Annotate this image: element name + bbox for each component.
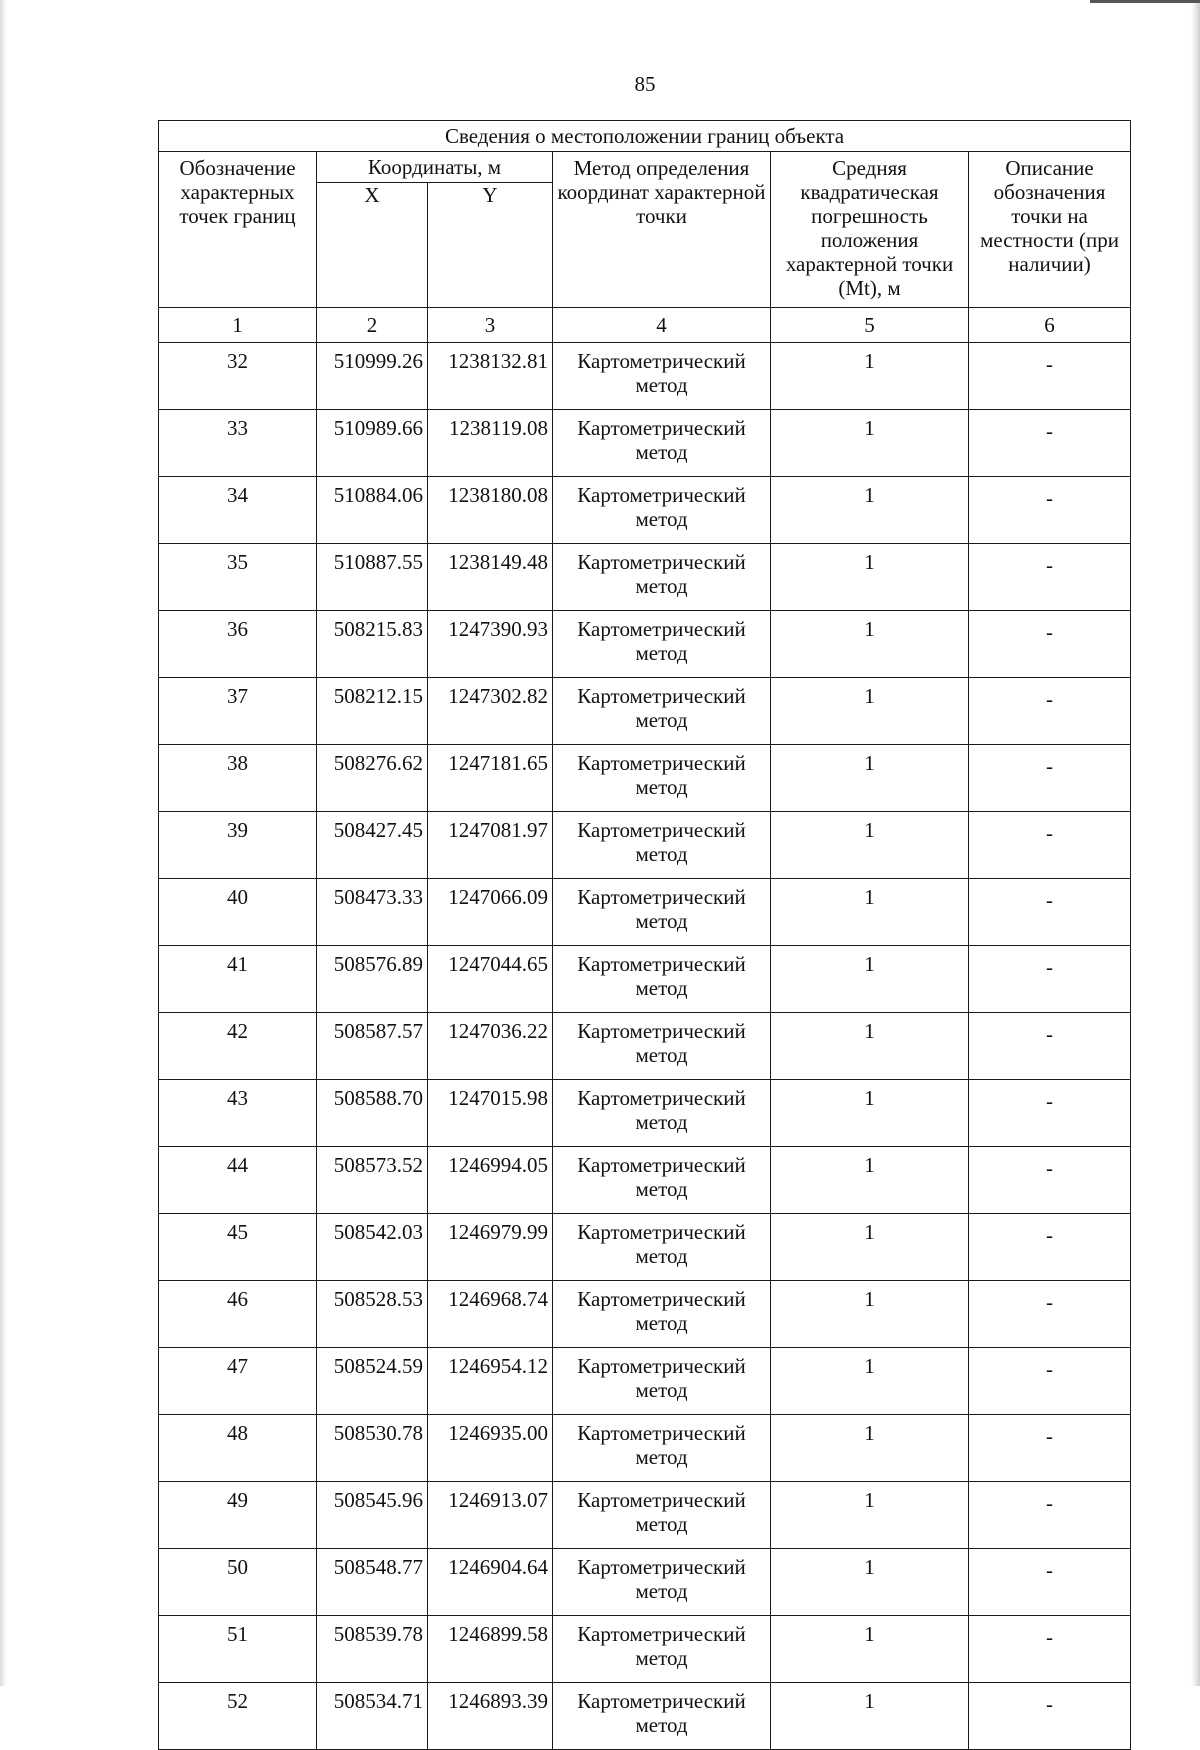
description-cell: - (969, 1348, 1131, 1415)
y-coordinate-cell: 1247390.93 (428, 611, 553, 678)
method-cell (553, 343, 771, 410)
table-row (159, 1281, 1131, 1348)
error-cell: 1 (771, 611, 969, 678)
method-text-line2: метод (635, 775, 688, 799)
x-coordinate-cell: 508528.53 (317, 1281, 428, 1348)
point-cell: 44 (159, 1147, 317, 1214)
table-row (159, 1616, 1131, 1683)
x-coordinate-cell: 508576.89 (317, 946, 428, 1013)
x-coordinate-cell: 510989.66 (317, 410, 428, 477)
method-text-line2: метод (635, 641, 688, 665)
y-coordinate-cell: 1246994.05 (428, 1147, 553, 1214)
table-row (159, 1415, 1131, 1482)
column-number: 5 (771, 308, 969, 343)
description-cell: - (969, 477, 1131, 544)
method-text-line2: метод (635, 1579, 688, 1603)
y-coordinate-cell: 1247044.65 (428, 946, 553, 1013)
method-text-line1: Картометрический (577, 1622, 746, 1646)
point-cell: 33 (159, 410, 317, 477)
method-text-line1: Картометрический (577, 550, 746, 574)
x-coordinate-cell: 510999.26 (317, 343, 428, 410)
method-text-line1: Картометрический (577, 952, 746, 976)
description-cell: - (969, 1415, 1131, 1482)
method-text-line1: Картометрический (577, 483, 746, 507)
table-row (159, 544, 1131, 611)
y-coordinate-cell: 1238132.81 (428, 343, 553, 410)
x-coordinate-cell: 508534.71 (317, 1683, 428, 1750)
error-cell: 1 (771, 1214, 969, 1281)
point-cell: 43 (159, 1080, 317, 1147)
scan-edge-right (1191, 0, 1200, 1686)
error-cell: 1 (771, 812, 969, 879)
description-cell: - (969, 1147, 1131, 1214)
y-coordinate-cell: 1238149.48 (428, 544, 553, 611)
method-cell (553, 1080, 771, 1147)
point-cell: 41 (159, 946, 317, 1013)
method-cell (553, 1281, 771, 1348)
method-text-line1: Картометрический (577, 1287, 746, 1311)
y-coordinate-cell: 1246935.00 (428, 1415, 553, 1482)
table-row (159, 1683, 1131, 1750)
y-coordinate-cell: 1247181.65 (428, 745, 553, 812)
error-cell: 1 (771, 410, 969, 477)
y-coordinate-cell: 1238119.08 (428, 410, 553, 477)
description-cell: - (969, 343, 1131, 410)
scan-edge-left (0, 0, 7, 1686)
header-coordinates: Координаты, м (317, 152, 553, 183)
header-point-designation: Обозначение характерных точек границ (159, 152, 317, 308)
x-coordinate-cell: 508588.70 (317, 1080, 428, 1147)
description-cell: - (969, 611, 1131, 678)
method-text-line1: Картометрический (577, 349, 746, 373)
method-text-line2: метод (635, 574, 688, 598)
method-text-line2: метод (635, 1445, 688, 1469)
point-cell: 38 (159, 745, 317, 812)
description-cell: - (969, 1281, 1131, 1348)
table-row (159, 812, 1131, 879)
point-cell: 48 (159, 1415, 317, 1482)
table-row (159, 343, 1131, 410)
y-coordinate-cell: 1238180.08 (428, 477, 553, 544)
method-cell (553, 946, 771, 1013)
y-coordinate-cell: 1246899.58 (428, 1616, 553, 1683)
method-cell (553, 544, 771, 611)
method-text-line1: Картометрический (577, 1689, 746, 1713)
x-coordinate-cell: 508587.57 (317, 1013, 428, 1080)
point-cell: 47 (159, 1348, 317, 1415)
method-text-line2: метод (635, 507, 688, 531)
x-coordinate-cell: 508215.83 (317, 611, 428, 678)
y-coordinate-cell: 1246904.64 (428, 1549, 553, 1616)
method-cell (553, 1683, 771, 1750)
point-cell: 37 (159, 678, 317, 745)
point-cell: 42 (159, 1013, 317, 1080)
table-row (159, 477, 1131, 544)
y-coordinate-cell: 1246968.74 (428, 1281, 553, 1348)
method-cell (553, 1549, 771, 1616)
column-number: 4 (553, 308, 771, 343)
header-y: Y (428, 183, 553, 308)
point-cell: 49 (159, 1482, 317, 1549)
error-cell: 1 (771, 1348, 969, 1415)
method-cell (553, 745, 771, 812)
error-cell: 1 (771, 544, 969, 611)
method-text-line2: метод (635, 1177, 688, 1201)
error-cell: 1 (771, 1147, 969, 1214)
description-cell: - (969, 946, 1131, 1013)
error-cell: 1 (771, 343, 969, 410)
error-cell: 1 (771, 678, 969, 745)
method-text-line2: метод (635, 1311, 688, 1335)
point-cell: 45 (159, 1214, 317, 1281)
x-coordinate-cell: 508530.78 (317, 1415, 428, 1482)
description-cell: - (969, 1549, 1131, 1616)
method-cell (553, 1415, 771, 1482)
error-cell: 1 (771, 1281, 969, 1348)
column-number: 1 (159, 308, 317, 343)
method-text-line2: метод (635, 976, 688, 1000)
method-cell (553, 1214, 771, 1281)
header-error: Средняя квадратическая погрешность положения характерной точки (Mt), м (771, 152, 969, 308)
table-row (159, 410, 1131, 477)
method-text-line2: метод (635, 1713, 688, 1737)
method-text-line2: метод (635, 1512, 688, 1536)
error-cell: 1 (771, 1415, 969, 1482)
error-cell: 1 (771, 879, 969, 946)
method-text-line1: Картометрический (577, 1555, 746, 1579)
method-cell (553, 1616, 771, 1683)
point-cell: 35 (159, 544, 317, 611)
method-text-line2: метод (635, 708, 688, 732)
point-cell: 52 (159, 1683, 317, 1750)
table-row (159, 1214, 1131, 1281)
x-coordinate-cell: 508473.33 (317, 879, 428, 946)
x-coordinate-cell: 508524.59 (317, 1348, 428, 1415)
point-cell: 32 (159, 343, 317, 410)
description-cell: - (969, 410, 1131, 477)
table-row (159, 879, 1131, 946)
point-cell: 40 (159, 879, 317, 946)
scan-edge-top (1090, 0, 1200, 3)
table-row (159, 1549, 1131, 1616)
error-cell: 1 (771, 745, 969, 812)
y-coordinate-cell: 1246954.12 (428, 1348, 553, 1415)
method-text-line2: метод (635, 842, 688, 866)
y-coordinate-cell: 1247036.22 (428, 1013, 553, 1080)
error-cell: 1 (771, 1080, 969, 1147)
description-cell: - (969, 1482, 1131, 1549)
table-body (159, 343, 1131, 1750)
table-row (159, 678, 1131, 745)
error-cell: 1 (771, 1482, 969, 1549)
method-cell (553, 1013, 771, 1080)
table-row (159, 1013, 1131, 1080)
table-row (159, 1147, 1131, 1214)
x-coordinate-cell: 508545.96 (317, 1482, 428, 1549)
header-x: X (317, 183, 428, 308)
method-text-line1: Картометрический (577, 684, 746, 708)
y-coordinate-cell: 1246979.99 (428, 1214, 553, 1281)
x-coordinate-cell: 510887.55 (317, 544, 428, 611)
method-text-line1: Картометрический (577, 1421, 746, 1445)
y-coordinate-cell: 1247302.82 (428, 678, 553, 745)
description-cell: - (969, 879, 1131, 946)
description-cell: - (969, 1013, 1131, 1080)
error-cell: 1 (771, 946, 969, 1013)
description-cell: - (969, 745, 1131, 812)
x-coordinate-cell: 508548.77 (317, 1549, 428, 1616)
header-description: Описание обозначения точки на местности (при наличии) (969, 152, 1131, 308)
point-cell: 34 (159, 477, 317, 544)
y-coordinate-cell: 1247015.98 (428, 1080, 553, 1147)
method-cell (553, 678, 771, 745)
method-cell (553, 812, 771, 879)
method-cell (553, 611, 771, 678)
method-text-line2: метод (635, 909, 688, 933)
table-row (159, 1080, 1131, 1147)
error-cell: 1 (771, 1549, 969, 1616)
description-cell: - (969, 544, 1131, 611)
y-coordinate-cell: 1247066.09 (428, 879, 553, 946)
method-text-line1: Картометрический (577, 751, 746, 775)
y-coordinate-cell: 1247081.97 (428, 812, 553, 879)
error-cell: 1 (771, 1616, 969, 1683)
method-text-line2: метод (635, 1043, 688, 1067)
method-text-line1: Картометрический (577, 1220, 746, 1244)
description-cell: - (969, 812, 1131, 879)
error-cell: 1 (771, 1683, 969, 1750)
description-cell: - (969, 678, 1131, 745)
method-cell (553, 1482, 771, 1549)
x-coordinate-cell: 508427.45 (317, 812, 428, 879)
method-text-line1: Картометрический (577, 1153, 746, 1177)
x-coordinate-cell: 508276.62 (317, 745, 428, 812)
method-text-line2: метод (635, 1244, 688, 1268)
x-coordinate-cell: 508539.78 (317, 1616, 428, 1683)
point-cell: 50 (159, 1549, 317, 1616)
description-cell: - (969, 1214, 1131, 1281)
boundary-points-table (158, 120, 1131, 1750)
point-cell: 46 (159, 1281, 317, 1348)
method-text-line1: Картометрический (577, 617, 746, 641)
point-cell: 39 (159, 812, 317, 879)
y-coordinate-cell: 1246893.39 (428, 1683, 553, 1750)
method-text-line1: Картометрический (577, 1019, 746, 1043)
description-cell: - (969, 1683, 1131, 1750)
y-coordinate-cell: 1246913.07 (428, 1482, 553, 1549)
point-cell: 51 (159, 1616, 317, 1683)
column-number: 2 (317, 308, 428, 343)
method-cell (553, 1348, 771, 1415)
method-text-line1: Картометрический (577, 1086, 746, 1110)
page-number: 85 (634, 72, 656, 96)
method-cell (553, 477, 771, 544)
point-cell: 36 (159, 611, 317, 678)
x-coordinate-cell: 508542.03 (317, 1214, 428, 1281)
error-cell: 1 (771, 1013, 969, 1080)
method-text-line2: метод (635, 440, 688, 464)
description-cell: - (969, 1080, 1131, 1147)
description-cell: - (969, 1616, 1131, 1683)
table-row (159, 611, 1131, 678)
x-coordinate-cell: 508573.52 (317, 1147, 428, 1214)
header-method: Метод определения координат характерной точки (553, 152, 771, 308)
method-cell (553, 879, 771, 946)
method-text-line1: Картометрический (577, 1488, 746, 1512)
error-cell: 1 (771, 477, 969, 544)
table-row (159, 1482, 1131, 1549)
method-text-line2: метод (635, 1646, 688, 1670)
table-row (159, 946, 1131, 1013)
table-row (159, 1348, 1131, 1415)
column-number-row (159, 308, 1131, 343)
method-text-line1: Картометрический (577, 416, 746, 440)
table-row (159, 745, 1131, 812)
x-coordinate-cell: 508212.15 (317, 678, 428, 745)
method-text-line2: метод (635, 373, 688, 397)
table-caption: Сведения о местоположении границ объекта (159, 121, 1131, 152)
method-text-line1: Картометрический (577, 818, 746, 842)
method-text-line1: Картометрический (577, 1354, 746, 1378)
column-number: 6 (969, 308, 1131, 343)
method-cell (553, 410, 771, 477)
method-text-line2: метод (635, 1378, 688, 1402)
method-text-line1: Картометрический (577, 885, 746, 909)
column-number: 3 (428, 308, 553, 343)
method-text-line2: метод (635, 1110, 688, 1134)
x-coordinate-cell: 510884.06 (317, 477, 428, 544)
method-cell (553, 1147, 771, 1214)
